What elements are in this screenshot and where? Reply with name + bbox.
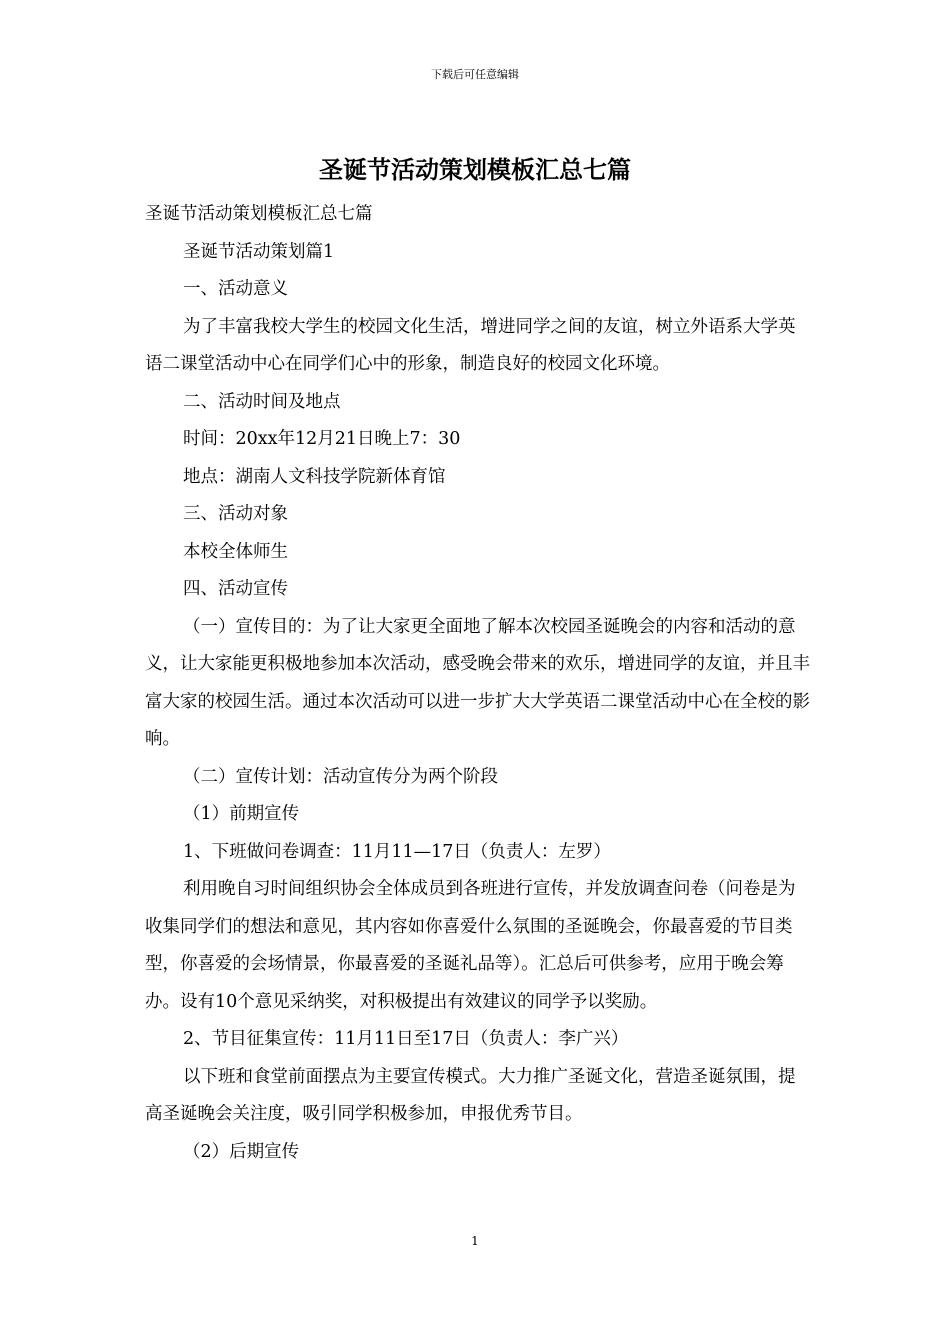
body-paragraph: （一）宣传目的：为了让大家更全面地了解本次校园圣诞晚会的内容和活动的意义，让大家能更积极地参加本次活动，感受晚会带来的欢乐，增进同学的友谊，并且丰富大家的校园生活。通过本次活动可以进一步扩大大学英语二课堂活动中心在全校的影响。: [145, 616, 810, 749]
body-subtitle: 圣诞节活动策划模板汇总七篇: [145, 204, 373, 224]
header-note: 下载后可任意编辑: [431, 68, 519, 81]
body-paragraph: （2）后期宣传: [183, 1141, 300, 1162]
body-paragraph: 2、节目征集宣传：11月11日至17日（负责人：李广兴）: [183, 1029, 629, 1049]
section-heading: 一、活动意义: [183, 279, 288, 299]
body-paragraph: 为了丰富我校大学生的校园文化生活，增进同学之间的友谊，树立外语系大学英语二课堂活动中心在同学们心中的形象，制造良好的校园文化环境。: [145, 316, 796, 374]
document-title: 圣诞节活动策划模板汇总七篇: [319, 155, 631, 184]
body-paragraph: 地点：湖南人文科技学院新体育馆: [183, 466, 446, 487]
document-body: [145, 196, 810, 1171]
body-paragraph: 时间：20xx年12月21日晚上7：30: [183, 429, 461, 449]
body-paragraph: 利用晚自习时间组织协会全体成员到各班进行宣传，并发放调查问卷（问卷是为收集同学们的想法和意见，其内容如你喜爱什么氛围的圣诞晚会，你最喜爱的节目类型，你喜爱的会场情景，你最喜爱的圣诞礼品等）。汇总后可供参考，应用于晚会筹办。设有10个意见采纳奖，对积极提出有效建议的同学予以奖励。: [145, 879, 796, 1012]
section-heading: 四、活动宣传: [183, 579, 288, 599]
body-paragraph: 1、下班做问卷调查：11月11—17日（负责人：左罗）: [183, 841, 611, 862]
page-number: 1: [471, 1234, 479, 1248]
body-paragraph: （二）宣传计划：活动宣传分为两个阶段: [183, 766, 498, 787]
section-heading: 三、活动对象: [183, 504, 288, 524]
section-heading: 二、活动时间及地点: [183, 391, 341, 412]
body-paragraph: （1）前期宣传: [183, 804, 300, 824]
body-paragraph: 本校全体师生: [183, 541, 288, 562]
section-heading: 圣诞节活动策划篇1: [183, 241, 335, 262]
body-paragraph: 以下班和食堂前面摆点为主要宣传模式。大力推广圣诞文化，营造圣诞氛围，提高圣诞晚会关注度，吸引同学积极参加，申报优秀节目。: [145, 1066, 796, 1124]
